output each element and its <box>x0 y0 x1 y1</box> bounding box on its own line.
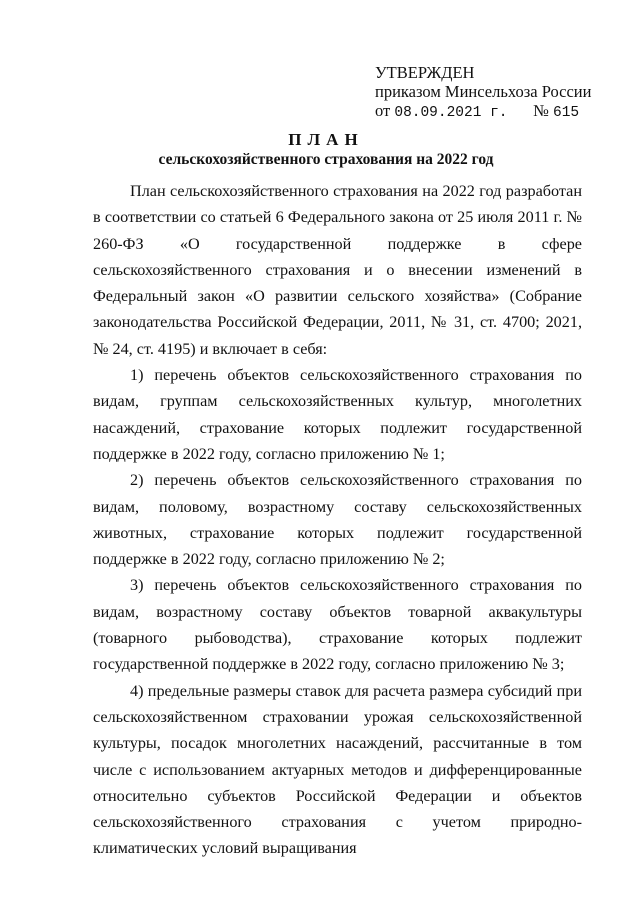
paragraph-item-3: 3) перечень объектов сельскохозяйственного страхования по видам, возрастному составу объектов товарной аквакультуры (товарного рыбоводства), страхование которых подлежит государственной поддержке в 2022 году, согласно приложению № 3; <box>93 576 582 674</box>
document-title: ПЛАН <box>288 130 364 149</box>
paragraph-intro: План сельскохозяйственного страхования на 2022 год разработан в соответствии со статьей 6 Федерального закона от 25 июля 2011 г. № 260-ФЗ «О государственной поддержке в сфере сельскохозяйственного страхования и о внесении изменений в Федеральный закон «О развитии сельского хозяйства» (Собрание законодательства Российской Федерации, 2011, № 31, ст. 4700; 2021, № 24, ст. 4195) и включает в себя: <box>93 182 582 358</box>
paragraph-item-2: 2) перечень объектов сельскохозяйственного страхования по видам, половому, возрастному составу сельскохозяйственных животных, страхование которых подлежит государственной поддержке в 2022 году, согласно приложению № 2; <box>93 471 582 569</box>
approval-date: 08.09.2021 г. <box>394 105 508 121</box>
document-body <box>93 178 582 862</box>
approval-date-line <box>375 101 591 123</box>
approval-number: 615 <box>553 105 580 121</box>
number-prefix: № <box>533 101 549 120</box>
approval-heading: УТВЕРЖДЕН <box>375 63 475 82</box>
date-prefix: от <box>375 101 391 120</box>
document-subtitle: сельскохозяйственного страхования на 2022 год <box>158 151 494 168</box>
approval-block <box>375 63 591 123</box>
approval-order-line: приказом Минсельхоза России <box>375 82 592 101</box>
title-block <box>0 130 640 170</box>
paragraph-item-1: 1) перечень объектов сельскохозяйственного страхования по видам, группам сельскохозяйственных культур, многолетних насаждений, страхование которых подлежит государственной поддержке в 2022 году, согласно приложению № 1; <box>93 366 582 463</box>
paragraph-item-4: 4) предельные размеры ставок для расчета размера субсидий при сельскохозяйственном страховании урожая сельскохозяйственной культуры, посадок многолетних насаждений, рассчитанные в том числе с использованием актуарных методов и дифференцированные относительно субъектов Российской Федерации и объектов сельскохозяйственного страхования с учетом природно-климатических условий выращивания <box>93 681 582 858</box>
